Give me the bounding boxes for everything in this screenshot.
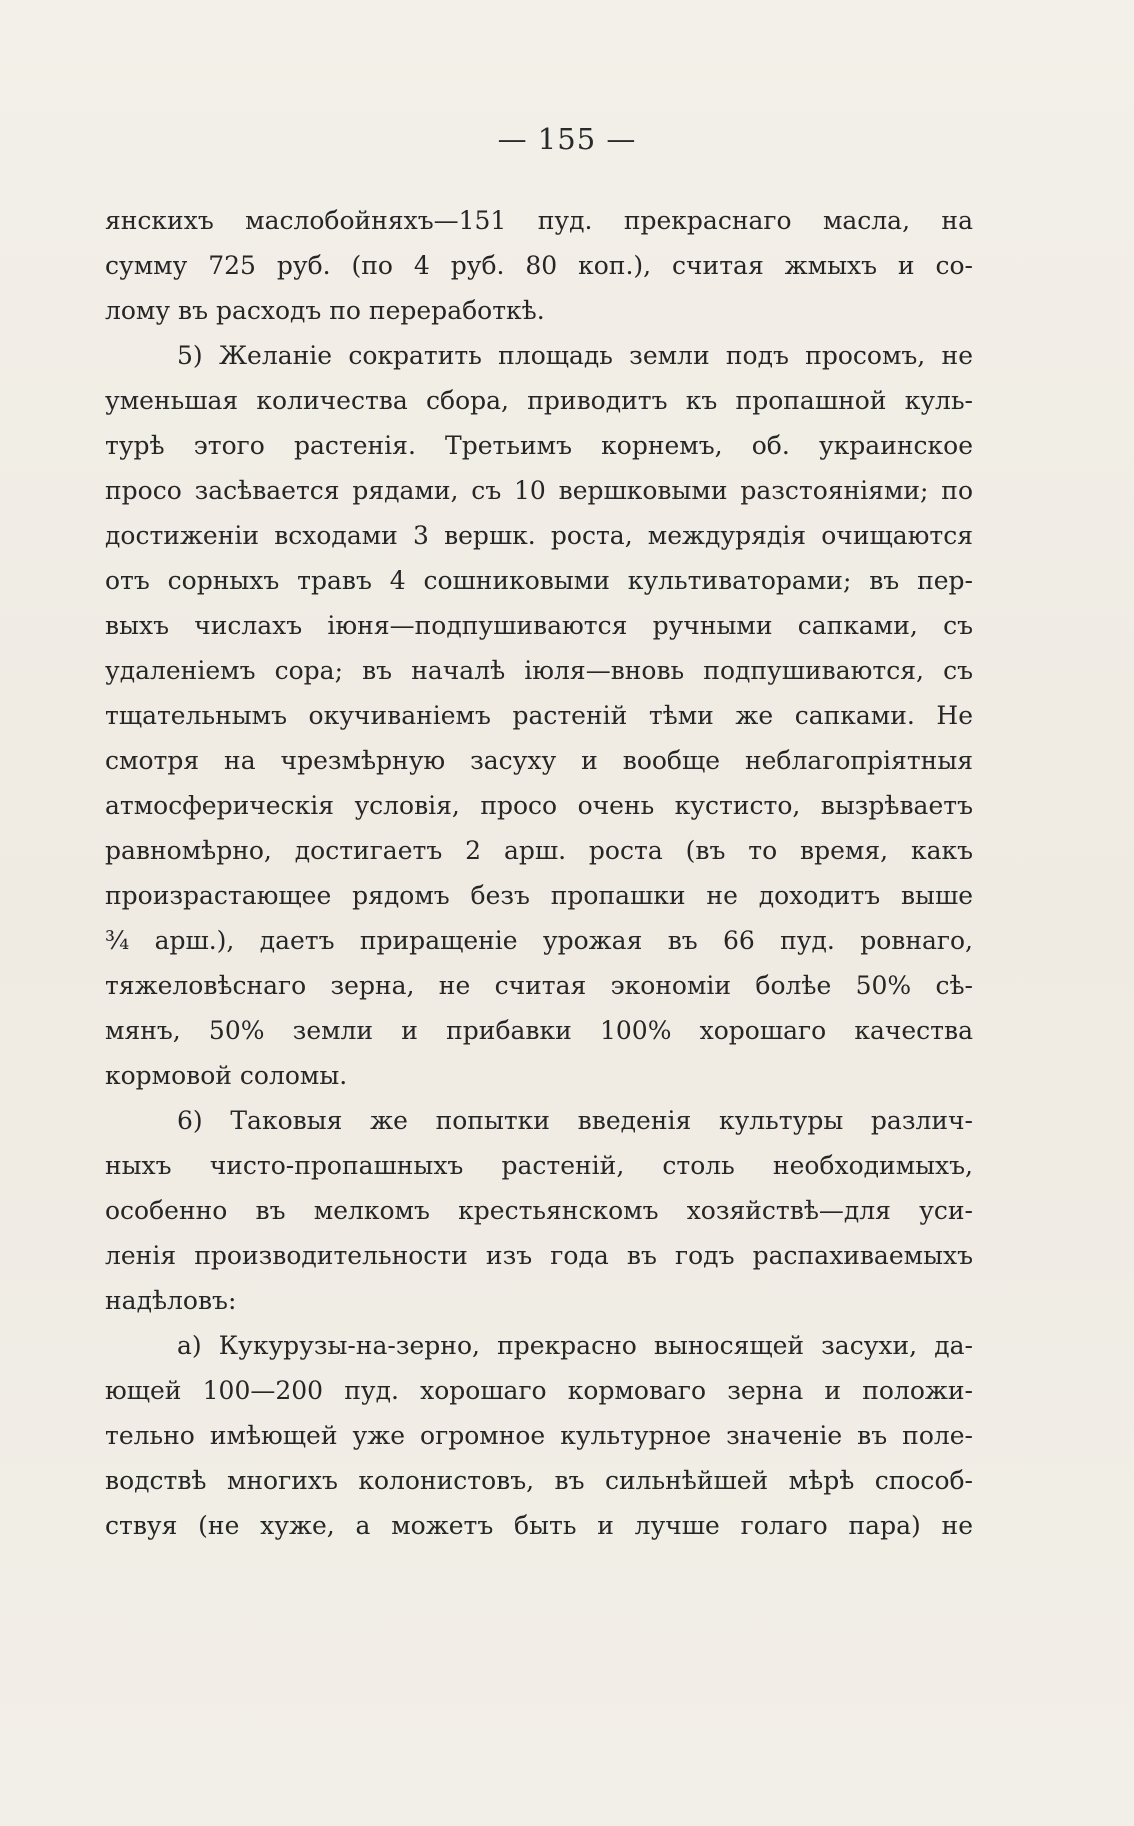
text-line: надѣловъ: [105, 1286, 237, 1315]
page-number: — 155 — [497, 122, 637, 156]
text-line: тщательнымъ окучиваніемъ растеній тѣми же сапками. Не [105, 701, 973, 730]
text-line: произрастающее рядомъ безъ пропашки не доходитъ выше [105, 881, 973, 910]
text-line: особенно въ мелкомъ крестьянскомъ хозяйствѣ—для уси- [105, 1196, 973, 1225]
text-line: ныхъ чисто-пропашныхъ растеній, столь необходимыхъ, [105, 1151, 973, 1180]
text-line: мянъ, 50% земли и прибавки 100% хорошаго качества [105, 1016, 973, 1045]
text-line: ¾ арш.), даетъ приращеніе урожая въ 66 пуд. ровнаго, [105, 926, 973, 955]
text-line: уменьшая количества сбора, приводитъ къ пропашной куль- [105, 386, 973, 415]
text-line: тельно имѣющей уже огромное культурное значеніе въ поле- [105, 1421, 973, 1450]
text-line: тяжеловѣснаго зерна, не считая экономіи болѣе 50% сѣ- [105, 971, 973, 1000]
text-line: ющей 100—200 пуд. хорошаго кормоваго зерна и положи- [105, 1376, 973, 1405]
text-line: турѣ этого растенія. Третьимъ корнемъ, об. украинское [105, 431, 973, 460]
paragraph-6-start: 6) Таковыя же попытки введенія культуры различ- [177, 1106, 973, 1135]
paragraph-5-start: 5) Желаніе сократить площадь земли подъ просомъ, не [177, 341, 973, 370]
text-line: сумму 725 руб. (по 4 руб. 80 коп.), считая жмыхъ и со- [105, 251, 973, 280]
text-line: выхъ числахъ іюня—подпушиваются ручными сапками, съ [105, 611, 973, 640]
text-line: достиженіи всходами 3 вершк. роста, междурядія очищаются [105, 521, 973, 550]
text-line: янскихъ маслобойняхъ—151 пуд. прекраснаго масла, на [105, 206, 973, 235]
paragraph-a-start: а) Кукурузы-на-зерно, прекрасно выносящей засухи, да- [177, 1331, 973, 1360]
text-line: отъ сорныхъ травъ 4 сошниковыми культиваторами; въ пер- [105, 566, 973, 595]
text-line: водствѣ многихъ колонистовъ, въ сильнѣйшей мѣрѣ способ- [105, 1466, 973, 1495]
text-line: просо засѣвается рядами, съ 10 вершковыми разстояніями; по [105, 476, 973, 505]
text-line: лому въ расходъ по переработкѣ. [105, 296, 545, 325]
text-line: удаленіемъ сора; въ началѣ іюля—вновь подпушиваются, съ [105, 656, 973, 685]
text-line: смотря на чрезмѣрную засуху и вообще неблагопріятныя [105, 746, 973, 775]
body-text [105, 198, 973, 1548]
text-line: ствуя (не хуже, а можетъ быть и лучше голаго пара) не [105, 1511, 973, 1540]
text-line: ленія производительности изъ года въ годъ распахиваемыхъ [105, 1241, 973, 1270]
text-line: кормовой соломы. [105, 1061, 348, 1090]
text-line: равномѣрно, достигаетъ 2 арш. роста (въ то время, какъ [105, 836, 973, 865]
text-line: атмосферическія условія, просо очень кустисто, вызрѣваетъ [105, 791, 973, 820]
